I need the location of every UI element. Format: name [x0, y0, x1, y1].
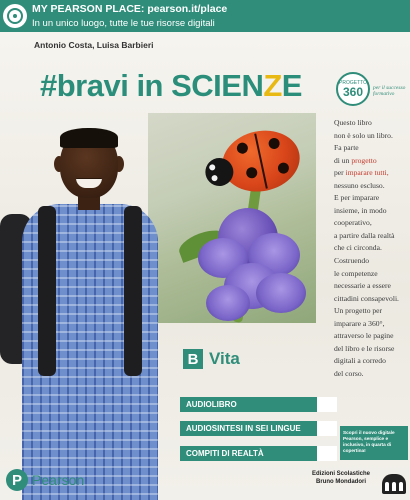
publisher-logo-icon: [382, 474, 406, 494]
desc-line: le competenze: [334, 268, 378, 278]
pearson-wordmark: Pearson: [32, 472, 85, 488]
progetto-360-badge: [336, 72, 370, 106]
pearson-logo: [6, 469, 84, 491]
pearson-place-title: MY PEARSON PLACE: pearson.it/place: [32, 3, 228, 15]
desc-highlight: progetto: [351, 155, 377, 165]
authors: Antonio Costa, Luisa Barbieri: [34, 40, 154, 50]
pearson-place-banner: [0, 0, 410, 32]
digital-promo-box: Scopri il nuovo digitale Pearson, semplice e inclusivo, in quarta di copertina!: [340, 426, 408, 460]
desc-line: E per imparare: [334, 193, 380, 203]
feature-compiti: COMPITI DI REALTÀ: [180, 446, 337, 461]
title-part-1: #bravi in SCIEN: [40, 68, 264, 103]
desc-line: imparare a 360°,: [334, 318, 385, 328]
flower-petal: [256, 273, 306, 313]
badge-number: 360: [342, 84, 364, 99]
desc-line: necessarie a essere: [334, 281, 391, 291]
ladybug: [198, 120, 306, 205]
pearson-place-subtitle: In un unico luogo, tutte le tue risorse digitali: [32, 18, 215, 29]
publisher-line-2: Bruno Mondadori: [316, 478, 366, 485]
flower-petal: [206, 285, 250, 321]
desc-line: non è solo un libro.: [334, 130, 393, 140]
publisher-line-1: Edizioni Scolastiche: [311, 471, 370, 477]
pearson-p-icon: P: [6, 469, 28, 491]
desc-line: di un progetto: [334, 155, 377, 165]
student-photo: [0, 130, 170, 500]
desc-line: cooperativo,: [334, 218, 372, 228]
desc-line: Questo libro: [334, 118, 372, 127]
desc-line: a partire dalla realtà: [334, 230, 395, 240]
desc-line: che ci circonda.: [334, 243, 382, 253]
ladybug-photo: [148, 113, 316, 323]
volume-name: Vita: [209, 349, 240, 368]
desc-line: Costruendo: [334, 256, 370, 266]
publisher-name: [299, 471, 383, 486]
volume-letter: B: [183, 349, 203, 369]
title-part-2: E: [281, 68, 302, 103]
desc-line: insieme, in modo: [334, 205, 387, 215]
desc-line: Fa parte: [334, 143, 359, 153]
desc-line: del corso.: [334, 368, 364, 378]
badge-small-text: PROGETTO: [339, 79, 367, 86]
desc-line: Un progetto per: [334, 306, 383, 316]
desc-line: per imparare tutti,: [334, 168, 389, 178]
pearson-place-icon: [3, 4, 27, 28]
desc-line: attraverso le pagine: [334, 331, 394, 341]
badge-caption: per il successo formativo: [373, 85, 406, 97]
project-description: [334, 117, 408, 380]
desc-line: nessuno escluso.: [334, 180, 385, 190]
feature-audiosintesi: AUDIOSINTESI IN SEI LINGUE: [180, 421, 337, 436]
feature-audiolibro: AUDIOLIBRO: [180, 397, 337, 412]
backpack-strap: [124, 206, 142, 376]
desc-highlight: imparare tutti,: [345, 168, 389, 178]
desc-line: del libro e le risorse: [334, 343, 395, 353]
desc-line: digitali a corredo: [334, 356, 386, 366]
book-title: [40, 68, 302, 104]
title-accent-letter: Z: [263, 68, 282, 103]
volume-label: [183, 349, 240, 369]
desc-line: cittadini consapevoli.: [334, 293, 399, 303]
backpack-strap: [38, 206, 56, 376]
